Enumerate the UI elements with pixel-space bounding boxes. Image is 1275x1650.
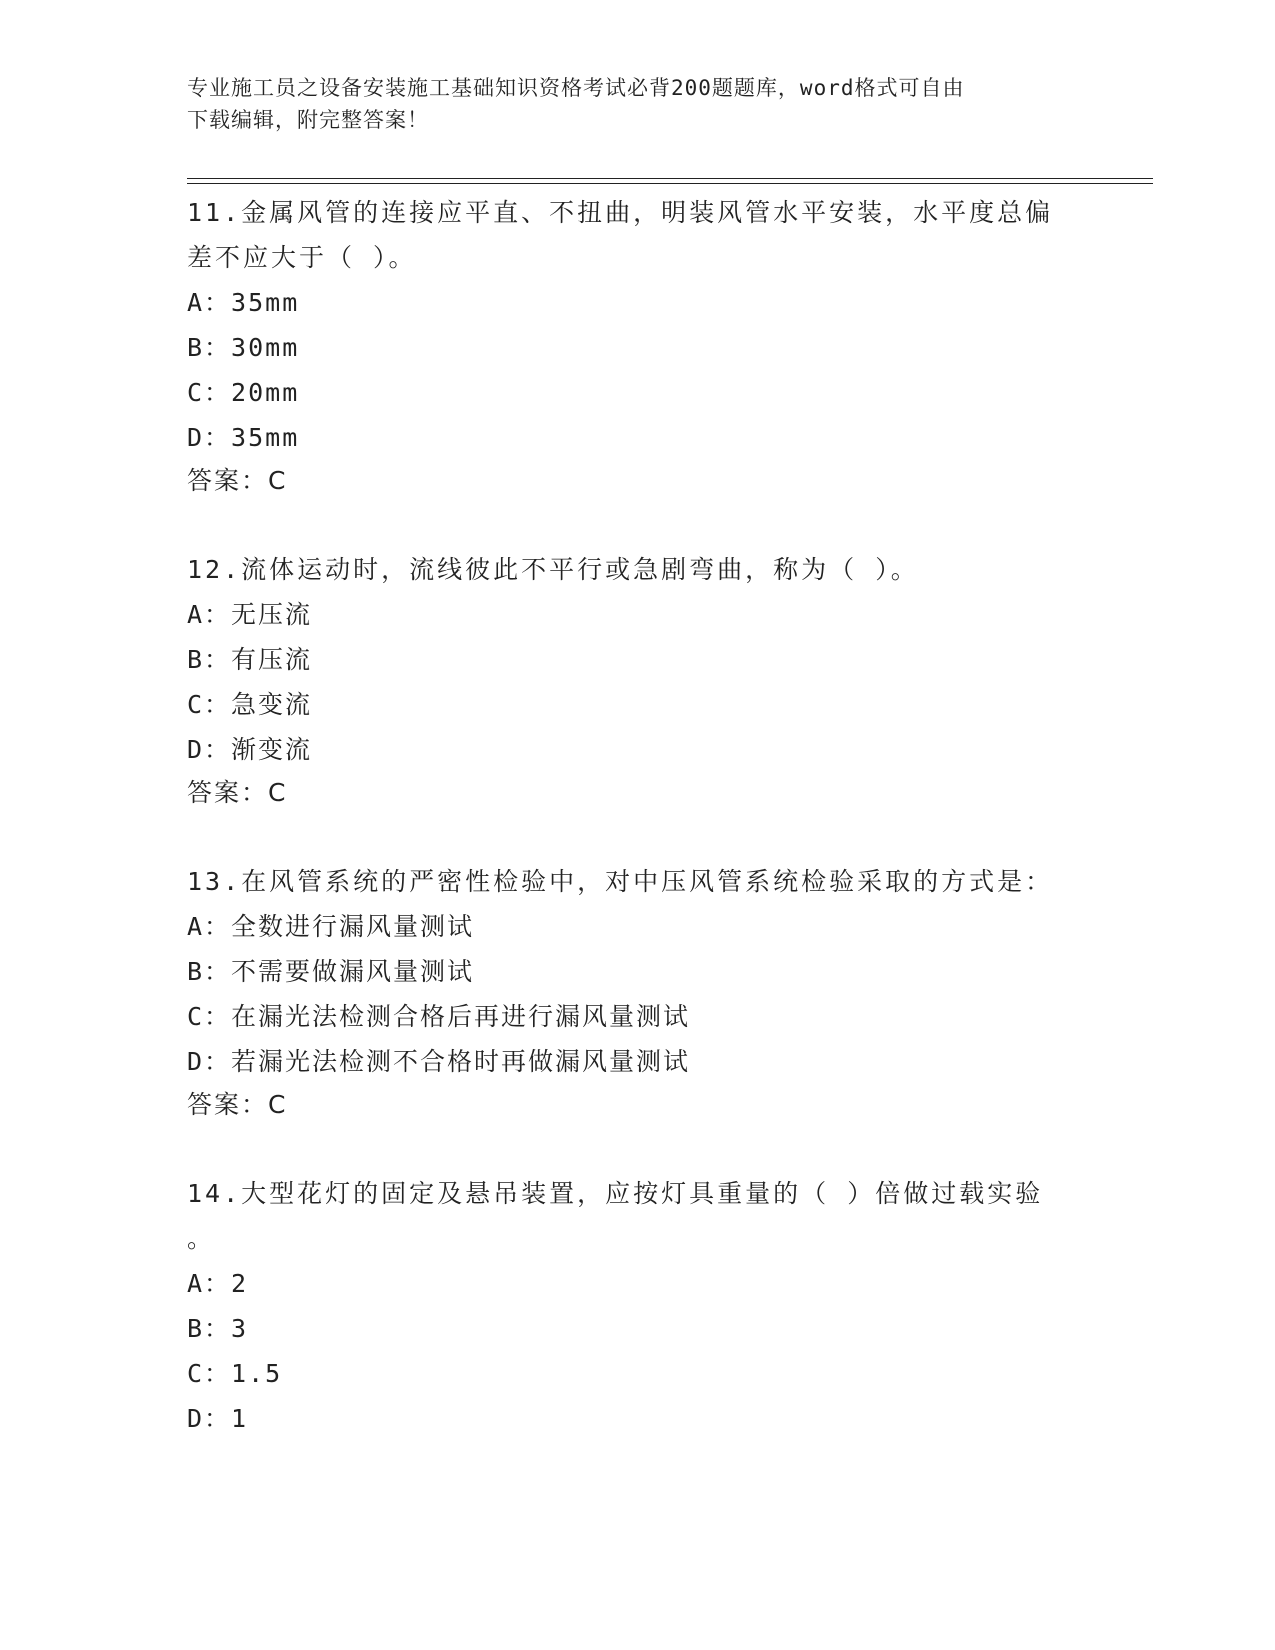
- option-d: D：渐变流: [187, 735, 313, 764]
- option-d: D：1: [187, 1404, 249, 1433]
- answer-line: 答案：C: [187, 1090, 288, 1119]
- option-b: B：30mm: [187, 333, 300, 362]
- option-d: D：35mm: [187, 423, 300, 452]
- option-a: A：35mm: [187, 288, 300, 317]
- question-text-line: 12.流体运动时，流线彼此不平行或急剧弯曲，称为（ ）。: [187, 555, 919, 584]
- option-c: C：急变流: [187, 690, 313, 719]
- answer-line: 答案：C: [187, 778, 288, 807]
- option-a: A：全数进行漏风量测试: [187, 912, 475, 941]
- option-b: B：不需要做漏风量测试: [187, 957, 475, 986]
- question-text-line: 。: [187, 1224, 216, 1253]
- option-a: A：无压流: [187, 600, 313, 629]
- header-line-1: 专业施工员之设备安装施工基础知识资格考试必背200题题库，word格式可自由: [187, 76, 965, 100]
- question-11: [187, 190, 1087, 502]
- question-text-line: 11.金属风管的连接应平直、不扭曲，明装风管水平安装，水平度总偏: [187, 198, 1054, 227]
- option-c: C：1.5: [187, 1359, 283, 1388]
- header-rule-top: [187, 178, 1153, 179]
- option-b: B：有压流: [187, 645, 313, 674]
- question-list: [187, 190, 1087, 1441]
- question-text-line: 差不应大于（ ）。: [187, 243, 417, 272]
- document-header: [187, 72, 1087, 136]
- option-b: B：3: [187, 1314, 249, 1343]
- question-text-line: 13.在风管系统的严密性检验中，对中压风管系统检验采取的方式是：: [187, 867, 1054, 896]
- question-spacer: [187, 814, 1087, 859]
- option-c: C：在漏光法检测合格后再进行漏风量测试: [187, 1002, 691, 1031]
- question-text-line: 14.大型花灯的固定及悬吊装置，应按灯具重量的（ ）倍做过载实验: [187, 1179, 1044, 1208]
- option-d: D：若漏光法检测不合格时再做漏风量测试: [187, 1047, 691, 1076]
- question-spacer: [187, 502, 1087, 547]
- question-12: [187, 547, 1087, 814]
- question-13: [187, 859, 1087, 1126]
- answer-line: 答案：C: [187, 466, 288, 495]
- header-line-2: 下载编辑，附完整答案！: [187, 108, 429, 132]
- question-spacer: [187, 1126, 1087, 1171]
- option-c: C：20mm: [187, 378, 300, 407]
- option-a: A：2: [187, 1269, 249, 1298]
- header-rule-bottom: [187, 183, 1153, 184]
- question-14: [187, 1171, 1087, 1441]
